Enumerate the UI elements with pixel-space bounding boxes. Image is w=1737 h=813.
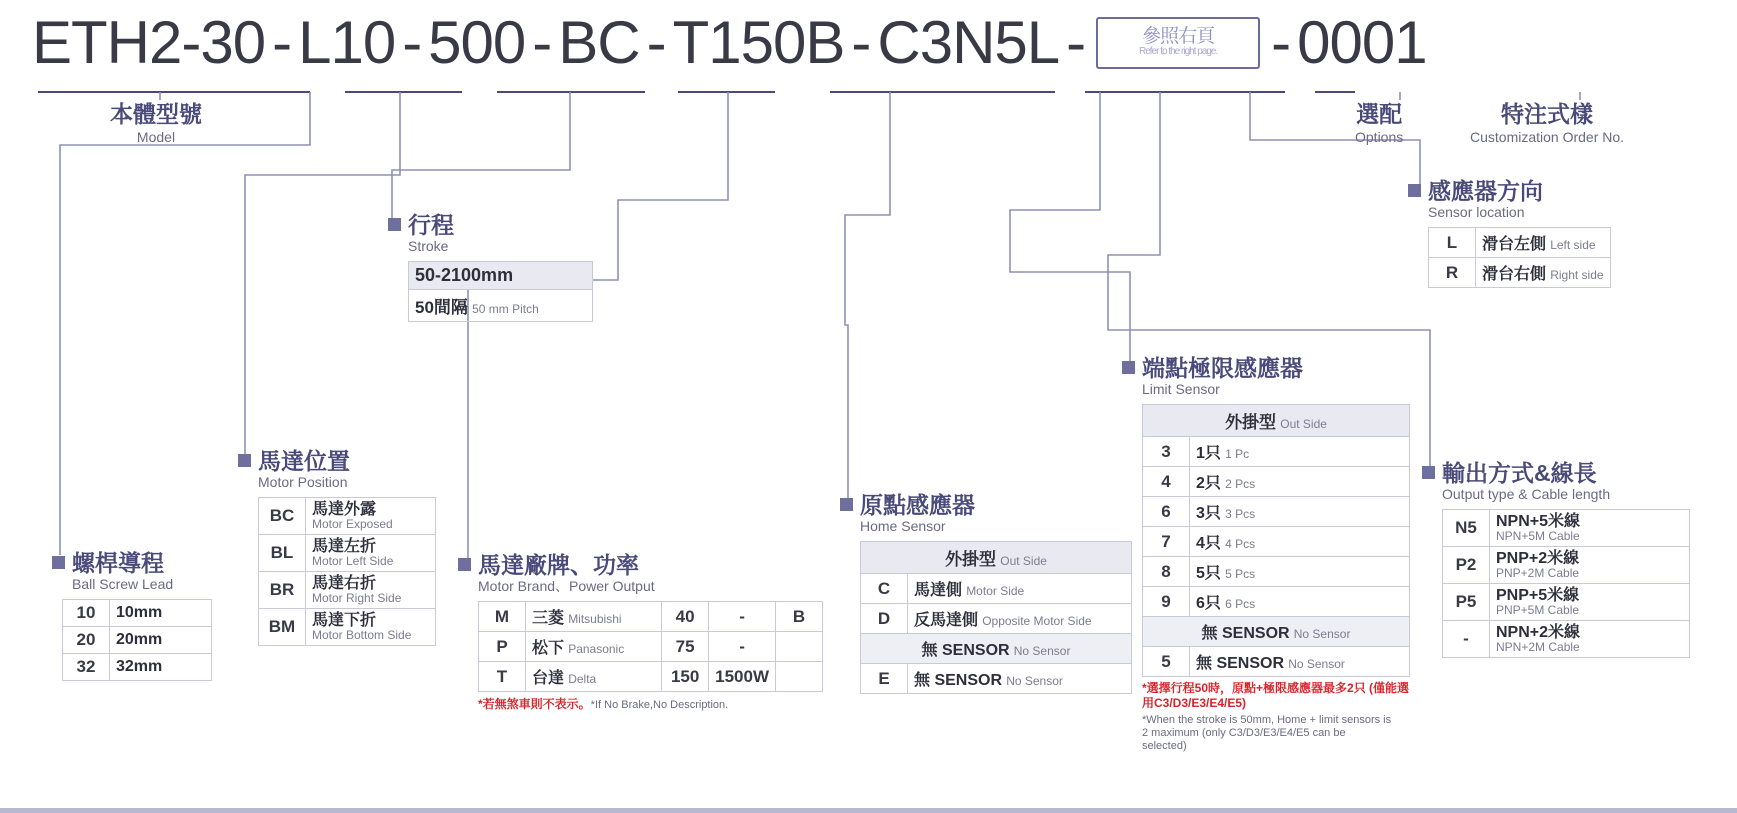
cell-key: C (861, 574, 908, 604)
group-customization-title-en: Customization Order No. (1470, 129, 1625, 145)
table-row[interactable] (1443, 547, 1690, 584)
group-stroke-title-en: Stroke (408, 238, 449, 254)
cell-value: 馬達右折 Motor Right Side (306, 572, 436, 609)
limit-sensor-note-cn: *選擇行程50時，原點+極限感應器最多2只 (僅能選用C3/D3/E3/E4/E5) (1142, 681, 1410, 710)
table-row[interactable] (479, 632, 823, 662)
pn-segment-lead: L10 (298, 9, 396, 76)
cell-key: N5 (1443, 510, 1490, 547)
square-marker-icon (238, 454, 251, 467)
group-sensor-location-title-cn: 感應器方向 (1408, 178, 1611, 204)
table-row[interactable] (409, 262, 593, 290)
pn-dash-6: - (1066, 9, 1086, 76)
cell-key: BR (259, 572, 306, 609)
cell-value: 馬達外露 Motor Exposed (306, 498, 436, 535)
group-motor-position-title-en: Motor Position (258, 474, 348, 490)
cell-brake: B (776, 602, 823, 632)
table-row[interactable] (1429, 258, 1611, 288)
table-row[interactable] (1143, 527, 1410, 557)
cell-key: 6 (1143, 497, 1190, 527)
cell-key: 7 (1143, 527, 1190, 557)
cell-value: 滑台左側 Left side (1476, 228, 1611, 258)
pn-segment-motor-brand: T150B (672, 9, 845, 76)
table-motor-position (258, 497, 436, 646)
cell-value: 1只 1 Pc (1190, 437, 1410, 467)
table-row[interactable] (1143, 497, 1410, 527)
cell-value: 反馬達側 Opposite Motor Side (908, 604, 1132, 634)
cell-value: NPN+2米線 NPN+2M Cable (1490, 621, 1690, 658)
cell-brand: 台達 Delta (526, 662, 662, 692)
cell-value: 5只 5 Pcs (1190, 557, 1410, 587)
cell-value: 滑台右側 Right side (1476, 258, 1611, 288)
pn-options-box[interactable] (1096, 17, 1260, 69)
group-sensor-location (1408, 178, 1611, 288)
motor-brand-note-cn: *若無煞車則不表示。 (478, 697, 591, 711)
cell-key: T (479, 662, 526, 692)
cell-brand: 松下 Panasonic (526, 632, 662, 662)
cell-key: 3 (1143, 437, 1190, 467)
cell-key: E (861, 664, 908, 694)
pn-dash-5: - (851, 9, 871, 76)
square-marker-icon (458, 558, 471, 571)
cell-key: R (1429, 258, 1476, 288)
group-customization-title-cn: 特注式樣 (1501, 101, 1594, 127)
cell-value: PNP+5米線 PNP+5M Cable (1490, 584, 1690, 621)
table-row[interactable] (1443, 621, 1690, 658)
cell-watt: 1500W (709, 662, 776, 692)
cell-value: 無 SENSOR No Sensor (908, 664, 1132, 694)
group-motor-position-title-cn: 馬達位置 (238, 448, 436, 474)
group-motor-brand-title-cn: 馬達廠牌、功率 (458, 552, 823, 578)
table-sensor-location (1428, 227, 1611, 288)
cell-value: 無 SENSOR No Sensor (1190, 647, 1410, 677)
group-model-title-en: Model (136, 129, 176, 145)
options-box-line2: Refer to the right page. (1138, 46, 1218, 57)
table-row[interactable] (1429, 228, 1611, 258)
cell-key: 32 (63, 654, 110, 681)
group-model-title-cn: 本體型號 (110, 101, 202, 127)
cell-key: M (479, 602, 526, 632)
table-row[interactable] (479, 602, 823, 632)
cell-no-sensor: 無 SENSOR No Sensor (861, 634, 1132, 664)
motor-brand-note-en: *If No Brake,No Description. (590, 699, 729, 711)
group-options-title-en: Options (1355, 129, 1404, 145)
cell-header: 外掛型 Out Side (861, 542, 1132, 574)
cell-stroke-pitch: 50間隔 50 mm Pitch (409, 290, 593, 322)
pn-segment-sensors: C3N5L (877, 9, 1060, 76)
group-motor-position (238, 448, 436, 646)
table-row-header (861, 542, 1132, 574)
square-marker-icon (1408, 184, 1421, 197)
cell-power: 75 (662, 632, 709, 662)
cell-key: 4 (1143, 467, 1190, 497)
cell-watt: - (709, 632, 776, 662)
cell-key: D (861, 604, 908, 634)
table-row[interactable] (1143, 557, 1410, 587)
cell-value: 馬達下折 Motor Bottom Side (306, 609, 436, 646)
cell-key: BM (259, 609, 306, 646)
table-row[interactable] (861, 604, 1132, 634)
cell-key: L (1429, 228, 1476, 258)
cell-value: 10mm (110, 600, 212, 627)
group-sensor-location-title-en: Sensor location (1428, 204, 1525, 220)
cell-key: P5 (1443, 584, 1490, 621)
pn-segment-customization: 0001 (1297, 9, 1427, 76)
group-motor-brand (458, 552, 823, 713)
cell-value: 3只 3 Pcs (1190, 497, 1410, 527)
part-number-row (30, 8, 1429, 77)
group-home-sensor (840, 492, 1132, 694)
pn-segment-stroke: 500 (428, 9, 526, 76)
table-row[interactable] (259, 498, 436, 535)
pn-dash-4: - (646, 9, 666, 76)
cell-key: - (1443, 621, 1490, 658)
table-row[interactable] (861, 664, 1132, 694)
group-stroke-title-cn: 行程 (388, 212, 593, 238)
table-stroke (408, 261, 593, 322)
pn-dash-2: - (402, 9, 422, 76)
pn-segment-motor-pos: BC (558, 9, 640, 76)
table-row[interactable] (1443, 510, 1690, 547)
pn-dash-1: - (272, 9, 292, 76)
group-limit-sensor (1122, 355, 1410, 753)
square-marker-icon (388, 218, 401, 231)
group-customization (1470, 96, 1624, 145)
limit-sensor-note-en: *When the stroke is 50mm, Home + limit sensors is 2 maximum (only C3/D3/E3/E4/E5 can be selected) (1142, 714, 1392, 752)
group-lead-title-en: Ball Screw Lead (72, 576, 174, 592)
cell-value: 4只 4 Pcs (1190, 527, 1410, 557)
cell-key: 10 (63, 600, 110, 627)
cell-key: 8 (1143, 557, 1190, 587)
cell-brake (776, 662, 823, 692)
group-motor-brand-title-en: Motor Brand、Power Output (478, 578, 655, 594)
group-stroke (388, 212, 593, 322)
group-limit-sensor-title-en: Limit Sensor (1142, 381, 1220, 397)
group-home-sensor-title-en: Home Sensor (860, 518, 946, 534)
options-box-line1: 參照右頁 (1142, 26, 1215, 47)
group-output-type (1422, 460, 1690, 658)
pn-dash-3: - (532, 9, 552, 76)
cell-power: 150 (662, 662, 709, 692)
bottom-bar (0, 808, 1737, 813)
group-home-sensor-title-cn: 原點感應器 (840, 492, 1132, 518)
table-row[interactable] (479, 662, 823, 692)
cell-value: 20mm (110, 627, 212, 654)
table-output-type (1442, 509, 1690, 658)
cell-key: BL (259, 535, 306, 572)
table-row[interactable] (63, 600, 212, 627)
table-motor-brand (478, 601, 823, 692)
cell-value: 馬達側 Motor Side (908, 574, 1132, 604)
table-row[interactable] (63, 654, 212, 681)
cell-key: 5 (1143, 647, 1190, 677)
square-marker-icon (840, 498, 853, 511)
group-options-title-cn: 選配 (1356, 101, 1403, 127)
cell-key: P2 (1443, 547, 1490, 584)
cell-key: 9 (1143, 587, 1190, 617)
table-row[interactable] (861, 634, 1132, 664)
table-row[interactable] (1143, 647, 1410, 677)
table-row[interactable] (1143, 467, 1410, 497)
table-row[interactable] (259, 572, 436, 609)
group-model (110, 96, 202, 145)
cell-power: 40 (662, 602, 709, 632)
cell-key: BC (259, 498, 306, 535)
table-row[interactable] (861, 574, 1132, 604)
table-row-header (1143, 405, 1410, 437)
group-limit-sensor-title-cn: 端點極限感應器 (1122, 355, 1410, 381)
group-lead-title-cn: 螺桿導程 (52, 550, 212, 576)
cell-header: 外掛型 Out Side (1143, 405, 1410, 437)
cell-brake (776, 632, 823, 662)
cell-brand: 三菱 Mitsubishi (526, 602, 662, 632)
cell-value: PNP+2米線 PNP+2M Cable (1490, 547, 1690, 584)
table-row[interactable] (259, 609, 436, 646)
pn-dash-7: - (1271, 9, 1291, 76)
cell-no-sensor: 無 SENSOR No Sensor (1143, 617, 1410, 647)
cell-value: 馬達左折 Motor Left Side (306, 535, 436, 572)
pn-segment-model: ETH2-30 (32, 9, 266, 76)
cell-value: 32mm (110, 654, 212, 681)
table-row[interactable] (1143, 587, 1410, 617)
group-ball-screw-lead (52, 550, 212, 681)
table-row[interactable] (63, 627, 212, 654)
table-home-sensor (860, 541, 1132, 694)
table-row[interactable] (259, 535, 436, 572)
table-ball-screw-lead (62, 599, 212, 681)
group-options (1355, 96, 1403, 145)
cell-value: 6只 6 Pcs (1190, 587, 1410, 617)
motor-brand-note (478, 695, 823, 713)
square-marker-icon (1422, 466, 1435, 479)
cell-value: 2只 2 Pcs (1190, 467, 1410, 497)
cell-key: 20 (63, 627, 110, 654)
cell-watt: - (709, 602, 776, 632)
table-row[interactable] (1443, 584, 1690, 621)
group-output-type-title-cn: 輸出方式&線長 (1422, 460, 1690, 486)
cell-stroke-range: 50-2100mm (409, 262, 593, 290)
cell-key: P (479, 632, 526, 662)
cell-value: NPN+5米線 NPN+5M Cable (1490, 510, 1690, 547)
square-marker-icon (52, 556, 65, 569)
table-limit-sensor (1142, 404, 1410, 677)
group-output-type-title-en: Output type & Cable length (1442, 486, 1611, 502)
table-row[interactable] (409, 290, 593, 322)
table-row[interactable] (1143, 617, 1410, 647)
table-row[interactable] (1143, 437, 1410, 467)
square-marker-icon (1122, 361, 1135, 374)
